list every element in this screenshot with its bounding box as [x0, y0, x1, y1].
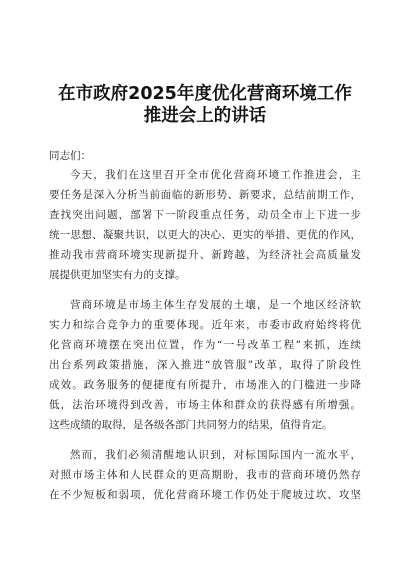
- body-line: 然而，我们必须清醒地认识到，对标国际国内一流水平，: [70, 449, 361, 461]
- body-line: 实力和综合竞争力的重要体现。近年来，市委市政府始终将优: [49, 319, 361, 331]
- body-line: 在不少短板和弱项，优化营商环境工作仍处于爬坡过坎、攻坚: [49, 489, 361, 501]
- body-line: 推动我市营商环境实现新提升、新跨越，为经济社会高质量发: [49, 249, 361, 261]
- body-line: 要任务是深入分析当前面临的新形势、新要求，总结前期工作，: [49, 189, 361, 201]
- body-line: 统一思想、凝聚共识，以更大的决心、更实的举措、更优的作风，: [49, 229, 361, 241]
- body-line: 成效。政务服务的便捷度有所提升，市场准入的门槛进一步降: [49, 379, 361, 391]
- body-line: 营商环境是市场主体生存发展的土壤，是一个地区经济软: [70, 299, 361, 311]
- body-line: 这些成绩的取得，是各级各部门共同努力的结果，值得肯定。: [49, 419, 333, 431]
- document-title-line-1: 在市政府2025年度优化营商环境工作: [58, 84, 352, 104]
- body-line: 化营商环境摆在突出位置，作为“一号改革工程”来抓，连续: [49, 339, 361, 351]
- document-title-line-2: 推进会上的讲话: [143, 106, 267, 126]
- body-line: 今天，我们在这里召开全市优化营商环境工作推进会，主: [70, 169, 361, 181]
- body-line: 查找突出问题，部署下一阶段重点任务，动员全市上下进一步: [49, 209, 361, 221]
- body-line: 展提供更加坚实有力的支撑。: [49, 269, 186, 281]
- body-line: 对照市场主体和人民群众的更高期盼，我市的营商环境仍然存: [49, 469, 361, 481]
- salutation: 同志们：: [49, 150, 91, 162]
- body-line: 出台系列政策措施，深入推进“放管服”改革，取得了阶段性: [49, 359, 361, 371]
- body-line: 低，法治环境得到改善，市场主体和群众的获得感有所增强。: [49, 399, 361, 411]
